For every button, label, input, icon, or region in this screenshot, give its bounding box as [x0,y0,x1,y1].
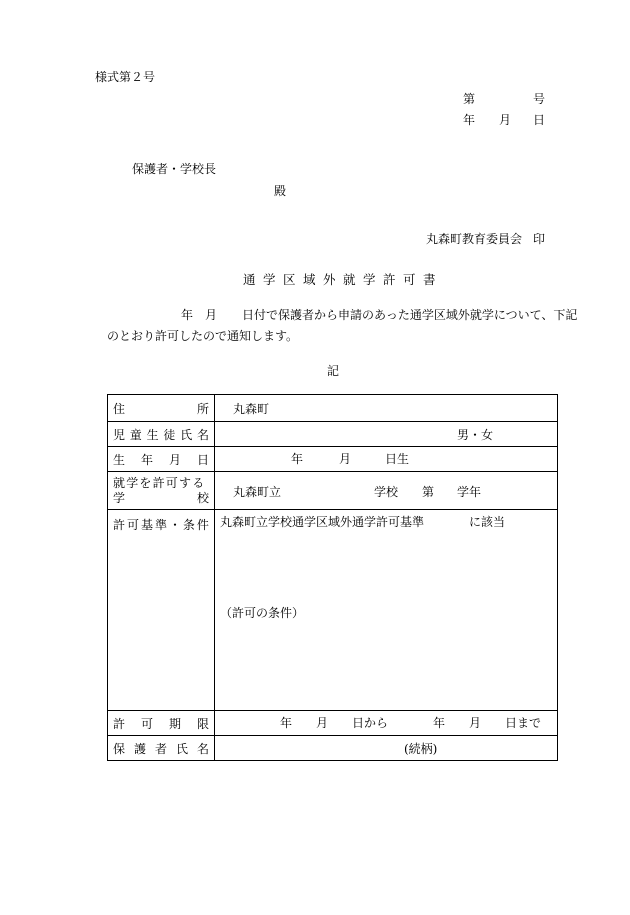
row-school [108,472,558,510]
address-value: 丸森町 [233,401,270,416]
period-until: 日まで [505,716,542,730]
sender-seal: 印 [533,232,546,246]
label-address-2: 所 [196,401,209,416]
body-month: 月 [205,308,218,322]
row-address [108,395,558,422]
criteria-applies: に該当 [469,515,506,529]
ki-heading: 記 [327,364,340,378]
row-student [108,422,558,447]
label-period: 許 可 期 限 [113,716,209,731]
row-criteria [108,510,558,711]
label-birth: 生 年 月 日 [113,452,209,467]
label-student: 児 童 生 徒 氏 名 [113,427,209,442]
label-school-top: 就学を許可する [113,475,206,490]
date-month: 月 [499,113,512,127]
grade-prefix: 第 [422,485,435,499]
body-text-line1: 日付で保護者から申請のあった通学区域外就学について、下記 [242,308,578,322]
row-period [108,711,558,736]
recipient-line: 保護者・学校長 [132,162,217,176]
recipient-honorific: 殿 [274,184,287,198]
doc-number-suffix: 号 [533,92,546,106]
label-criteria: 許 可 基 準 ・ 条 件 [113,518,209,532]
period-year-from: 年 [280,716,293,730]
birth-month: 月 [339,452,352,466]
sender-name: 丸森町教育委員会 [426,232,523,246]
period-from: 日から [352,716,389,730]
period-month-from: 月 [316,716,329,730]
label-guardian: 保 護 者 氏 名 [113,741,209,756]
school-town: 丸森町立 [233,485,282,499]
body-text-line2: のとおり許可したので通知します。 [107,329,299,343]
date-year: 年 [463,113,476,127]
period-year-until: 年 [433,716,446,730]
permission-table [107,394,558,761]
grade-suffix: 学年 [457,485,482,499]
row-birth [108,447,558,472]
criteria-standard: 丸森町立学校通学区域外通学許可基準 [220,515,425,529]
birth-day: 日生 [385,452,410,466]
label-address-1: 住 [113,401,126,416]
document-title: 通学区域外就学許可書 [243,272,444,287]
student-gender: 男・女 [457,427,494,442]
doc-number-prefix: 第 [463,92,476,106]
label-school-bottom: 学 校 [113,490,209,505]
birth-year: 年 [291,452,304,466]
date-day: 日 [533,113,546,127]
period-month-until: 月 [469,716,482,730]
form-number: 様式第２号 [95,70,156,84]
row-guardian [108,736,558,761]
guardian-relation: (続柄) [404,741,438,756]
body-year: 年 [181,308,194,322]
criteria-conditions: （許可の条件） [220,606,305,620]
school-label: 学校 [374,485,399,499]
